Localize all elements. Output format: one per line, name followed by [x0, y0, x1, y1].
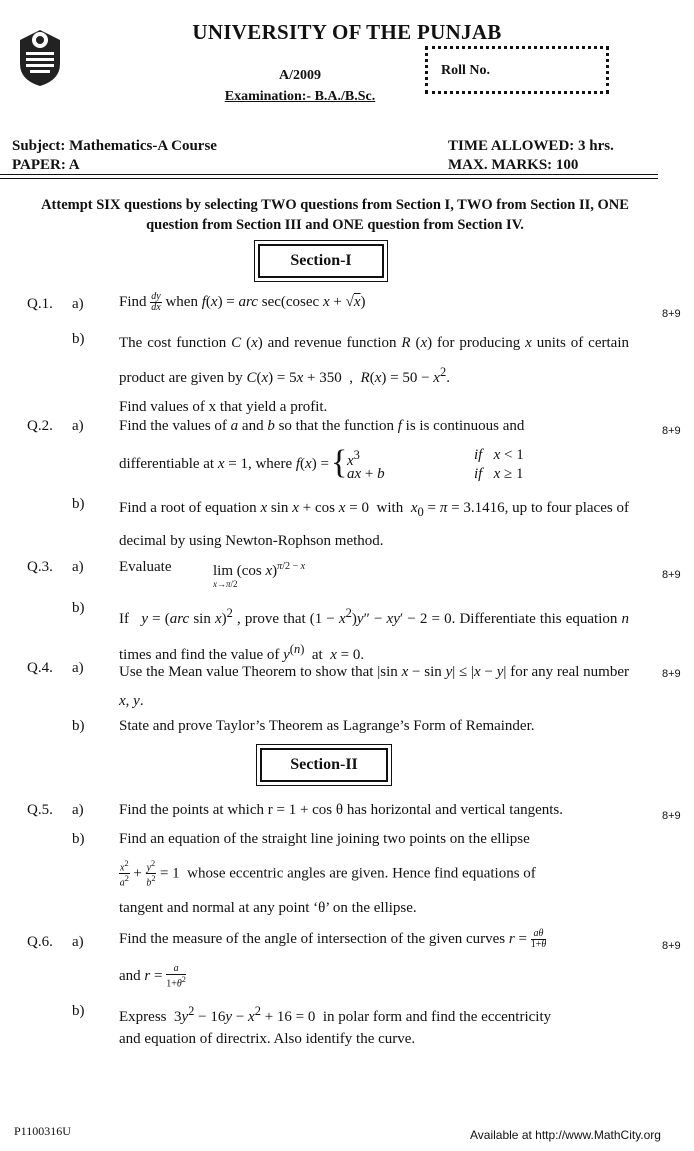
university-crest-icon: [16, 26, 64, 88]
question-number: Q.1.: [27, 296, 53, 312]
question-number: Q.2.: [27, 418, 53, 434]
part-label: a): [72, 296, 84, 312]
part-label: a): [72, 934, 84, 950]
marks-q5: 8+9: [662, 810, 681, 822]
q5b-line1: Find an equation of the straight line joining two points on the ellipse: [119, 831, 530, 847]
part-label: b): [72, 331, 85, 347]
exam-name: Examination:- B.A./B.Sc.: [224, 89, 376, 104]
time-block: [448, 137, 614, 175]
marks-q4: 8+9: [662, 668, 681, 680]
q6a-line2: and r = $\frac{a}{1+\theta^2}$: [119, 963, 186, 990]
part-label: b): [72, 718, 85, 734]
marks-q2: 8+9: [662, 425, 681, 437]
q3b-text: If y = (arc sin x)$^2$ , prove that $(1 - x^2)y'' - xy' - 2 = 0$. Differentiate this equation n times and find the value of $y^{(n)}$ at x = 0.: [119, 606, 629, 663]
question-number: Q.4.: [27, 660, 53, 676]
q2a-line1: Find the values of a and b so that the function f is is continuous and: [119, 418, 525, 434]
q5b-line2: $\frac{x^2}{a^2}$ + $\frac{y^2}{b^2}$ = 1 whose eccentric angles are given. Hence find equations of: [119, 859, 536, 889]
q1b-text: The cost function C (x) and revenue function R (x) for producing x units of certain product are given by C(x) = 5x + 350 , $R(x) = 50 - x^2$. Find values of x that yield a profit.: [119, 335, 629, 415]
part-label: b): [72, 496, 85, 512]
section-one-title: Section-I: [258, 244, 384, 278]
part-label: a): [72, 418, 84, 434]
paper-serial-code: P1100316U: [14, 1124, 71, 1138]
header-divider: [0, 174, 658, 175]
q1b-line2: Find values of x that yield a profit.: [119, 399, 328, 415]
q4b-text: State and prove Taylor’s Theorem as Lagrange’s Form of Remainder.: [119, 718, 535, 734]
question-number: Q.5.: [27, 802, 53, 818]
marks-q6: 8+9: [662, 940, 681, 952]
roll-number-box[interactable]: [425, 46, 609, 94]
subject-line: Subject: Mathematics-A Course: [12, 138, 217, 154]
section-two-box: [256, 744, 392, 786]
part-label: b): [72, 1003, 85, 1019]
part-label: b): [72, 831, 85, 847]
q6b-line2: and equation of directrix. Also identify the curve.: [119, 1031, 416, 1047]
question-number: Q.6.: [27, 934, 53, 950]
part-label: a): [72, 559, 84, 575]
part-label: a): [72, 802, 84, 818]
q2b-text: Find a root of equation x sin x + cos x = 0 with $x_0 = \pi = 3.1416$, up to four places of decimal by using Newton-Rophson method.: [119, 500, 629, 549]
q4a-text: Use the Mean value Theorem to show that |sin x − sin y| ≤ |x − y| for any real number x, y.: [119, 664, 630, 709]
question-number: Q.3.: [27, 559, 53, 575]
instructions: Attempt SIX questions by selecting TWO questions from Section I, TWO from Section II, ONE question from Section III and ONE question from Section IV.: [41, 197, 629, 233]
q1a-text: Find $\frac{dy}{dx}$ when f(x) = arc sec(cosec x + √x): [119, 291, 366, 314]
paper-line: PAPER: A: [12, 157, 80, 173]
section-one-box: [254, 240, 388, 282]
q5b-line3: tangent and normal at any point ‘θ’ on the ellipse.: [119, 900, 417, 916]
header-divider-second: [0, 178, 658, 179]
part-label: a): [72, 660, 84, 676]
exam-code: A/2009: [279, 68, 321, 83]
q5a-text: Find the points at which r = 1 + cos θ has horizontal and vertical tangents.: [119, 802, 564, 818]
source-note: Available at http://www.MathCity.org: [470, 1128, 661, 1142]
section-two-title: Section-II: [260, 748, 388, 782]
max-marks: MAX. MARKS: 100: [448, 157, 579, 173]
part-label: b): [72, 600, 85, 616]
marks-q3: 8+9: [662, 569, 681, 581]
time-allowed: TIME ALLOWED: 3 hrs.: [448, 138, 614, 154]
q6a-line1: Find the measure of the angle of intersection of the given curves r = $\frac{a\theta}{1+\theta}$: [119, 928, 547, 951]
subject-block: [12, 137, 217, 175]
marks-q1: 8+9: [662, 308, 681, 320]
roll-number-label: Roll No.: [441, 63, 490, 78]
q6b-line1: Express $3y^2 - 16y - x^2 + 16 = 0$ in polar form and find the eccentricity: [119, 1004, 552, 1025]
university-title: UNIVERSITY OF THE PUNJAB: [192, 20, 502, 44]
